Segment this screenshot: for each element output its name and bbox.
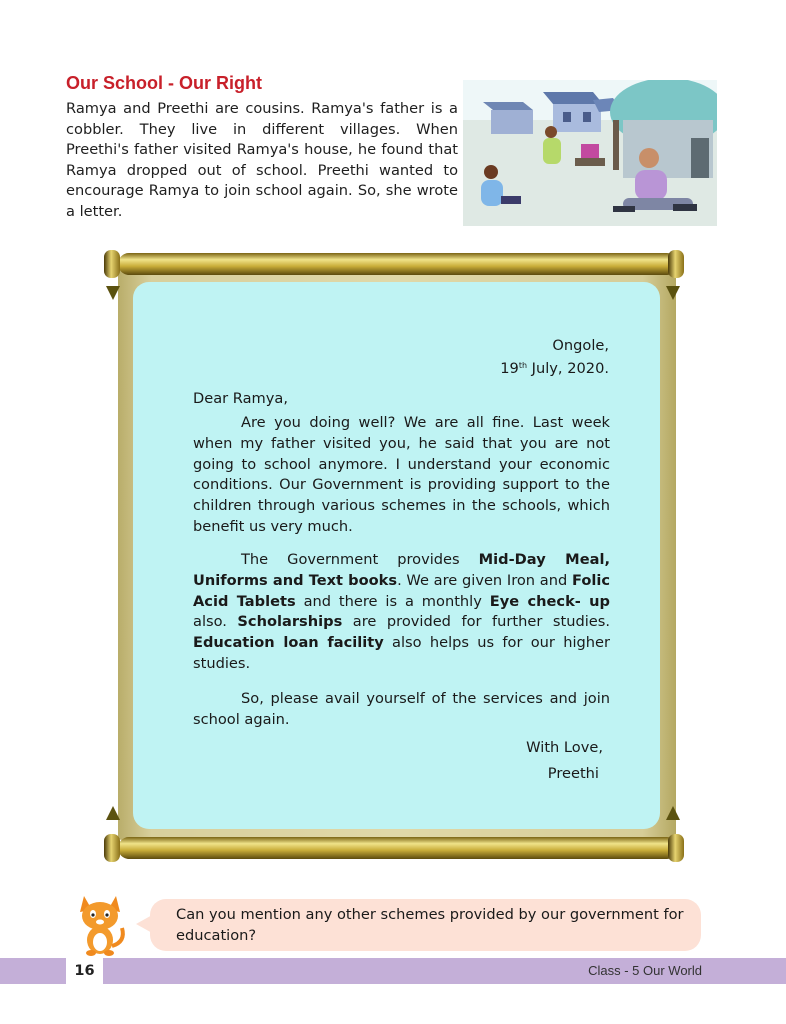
letter-paragraph-1: Are you doing well? We are all fine. Last week when my father visited you, he said that you are not going to school anymore. I understand your economic conditions. Our Government is providing support to the children through various schemes in the schools, which benefit us very much. (193, 414, 610, 535)
letter-signature: Preethi (547, 765, 599, 782)
scheme-scholarships: Scholarships (237, 613, 343, 631)
page-number: 16 (74, 963, 95, 979)
letter-greeting: Dear Ramya, (193, 390, 288, 407)
cat-mascot-icon (74, 892, 130, 956)
letter-place: Ongole, (552, 337, 609, 354)
scroll-knob-top-left (104, 250, 120, 278)
village-illustration (463, 80, 717, 226)
letter-paragraph-2: The Government provides Mid-Day Meal, Uniforms and Text books. We are given Iron and Folic Acid Tablets and there is a monthly Eye check- up also. Scholarships are provided for further studies. Education loan facility also helps us for our higher studies. (193, 551, 611, 672)
scroll-knob-bottom-left (104, 834, 120, 862)
scroll-knob-top-right (668, 250, 684, 278)
hut-group (610, 80, 717, 178)
section-title: Our School - Our Right (66, 73, 262, 93)
scheme-folic-acid: Folic Acid Tablets (193, 571, 610, 610)
letter-paragraph-3: So, please avail yourself of the services and join school again. (193, 690, 610, 728)
scroll-knob-bottom-right (668, 834, 684, 862)
question-text: Can you mention any other schemes provided by our government for education? (176, 906, 684, 944)
tassel-bottom-left (106, 806, 120, 820)
scheme-education-loan: Education loan facility (193, 634, 384, 652)
scheme-midday-meal: Mid-Day Meal, Uniforms and Text books (193, 551, 610, 589)
letter-date: 19th July, 2020. (500, 360, 609, 377)
tassel-bottom-right (666, 806, 680, 820)
scheme-eye-checkup: Eye check- up (489, 592, 611, 610)
scroll-bottom-rod (118, 837, 678, 859)
intro-paragraph: Ramya and Preethi are cousins. Ramya's father is a cobbler. They live in different villages. When Preethi's father visited Ramya's house, he found that Ramya dropped out of school. Preethi wanted to encourage Ramya to join school again. So, she wrote a letter. (66, 100, 458, 220)
tassel-top-right (666, 286, 680, 300)
tassel-top-left (106, 286, 120, 300)
scroll-top-rod (118, 253, 678, 275)
book-title: Class - 5 Our World (588, 963, 702, 978)
letter-closing: With Love, (526, 739, 603, 756)
